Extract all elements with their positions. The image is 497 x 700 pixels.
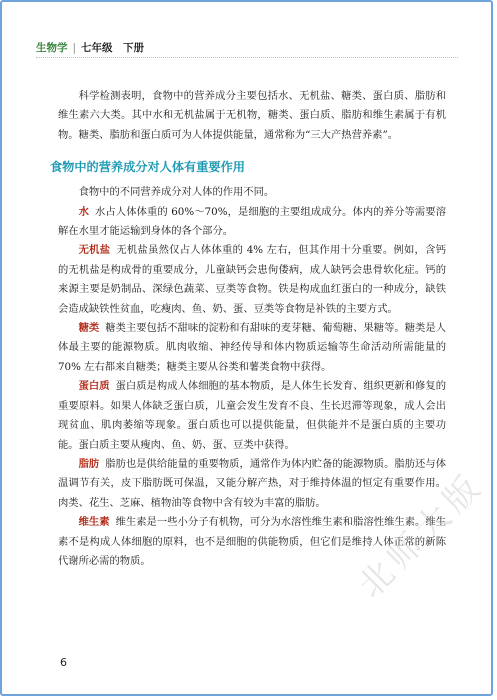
nutrient-term-carbohydrates: 糖类: [78, 322, 100, 335]
nutrient-term-fat: 脂肪: [78, 457, 100, 470]
nutrient-text-vitamins: 维生素是一些小分子有机物，可分为水溶性维生素和脂溶性维生素。维生素不是构成人体细胞的原料，也不是细胞的供能物质，但它们是维持人体正常的新陈代谢所必需的物质。: [58, 516, 447, 567]
header-rule: [36, 57, 458, 58]
intro-paragraph: 科学检测表明，食物中的营养成分主要包括水、无机盐、糖类、蛋白质、脂肪和维生素六大类。其中水和无机盐属于无机物，糖类、蛋白质、脂肪和维生素属于有机物。糖类、脂肪和蛋白质可为人体提供能量，通常称为“三大产热营养素”。: [58, 90, 446, 141]
nutrient-paragraph-water: [58, 203, 446, 242]
nutrient-text-fat: 脂肪也是供给能量的重要物质，通常作为体内贮备的能源物质。脂肪还与体温调节有关，皮下脂肪既可保温，又能分解产热，对于维持体温的恒定有重要作用。肉类、花生、芝麻、植物油等食物中含有较为丰富的脂肪。: [58, 457, 447, 509]
nutrient-text-carbohydrates: 糖类主要包括不甜味的淀粉和有甜味的麦芽糖、葡萄糖、果糖等。糖类是人体最主要的能源物质。肌肉收缩、神经传导和体内物质运输等生命活动所需能量的 70% 左右都来自糖类；糖类主要从谷类和薯类食物中获得。: [58, 322, 447, 373]
nutrient-term-protein: 蛋白质: [78, 380, 110, 393]
nutrient-paragraph-carbohydrates: [58, 319, 446, 377]
page-content: [50, 87, 447, 571]
header-subject: 生物学: [36, 42, 68, 54]
nutrient-text-water: 水占人体体重的 60%～70%，是细胞的主要组成成分。体内的养分等需要溶解在水里才能运输到身体的各个部分。: [58, 205, 446, 238]
nutrient-term-minerals: 无机盐: [78, 244, 111, 257]
nutrient-paragraph-vitamins: [58, 513, 446, 571]
section-title: 食物中的营养成分对人体有重要作用: [50, 160, 245, 175]
nutrient-paragraph-minerals: [58, 241, 446, 319]
header-separator: |: [72, 42, 77, 54]
running-header: [36, 40, 144, 55]
page-number: 6: [60, 656, 67, 669]
nutrient-paragraph-protein: [58, 377, 446, 455]
nutrient-term-vitamins: 维生素: [78, 516, 110, 529]
nutrient-text-minerals: 无机盐虽然仅占人体体重的 4% 左右，但其作用十分重要。例如，含钙的无机盐是构成骨的重要成分，儿童缺钙会患佝偻病，成人缺钙会患骨软化症。钙的来源主要是奶制品、深绿色蔬菜、豆类等食物。铁是构成血红蛋白的一种成分，缺铁会造成缺铁性贫血，吃瘦肉、鱼、奶、蛋、豆类等食物是补铁的主要方式。: [58, 244, 446, 315]
nutrient-paragraph-fat: [58, 455, 446, 513]
publisher-watermark: 北师大版: [350, 464, 493, 606]
header-grade: 七年级 下册: [81, 42, 145, 54]
nutrient-text-protein: 蛋白质是构成人体细胞的基本物质，是人体生长发育、组织更新和修复的重要原料。如果人体缺乏蛋白质，儿童会发生发育不良、生长迟滞等现象，成人会出现贫血、肌肉萎缩等现象。蛋白质也可以提供能量，但供能并不是蛋白质的主要功能。蛋白质主要从瘦肉、鱼、奶、蛋、豆类中获得。: [58, 380, 447, 451]
nutrient-term-water: 水: [78, 205, 89, 218]
section-intro-paragraph: 食物中的不同营养成分对人体的作用不同。: [78, 186, 275, 199]
